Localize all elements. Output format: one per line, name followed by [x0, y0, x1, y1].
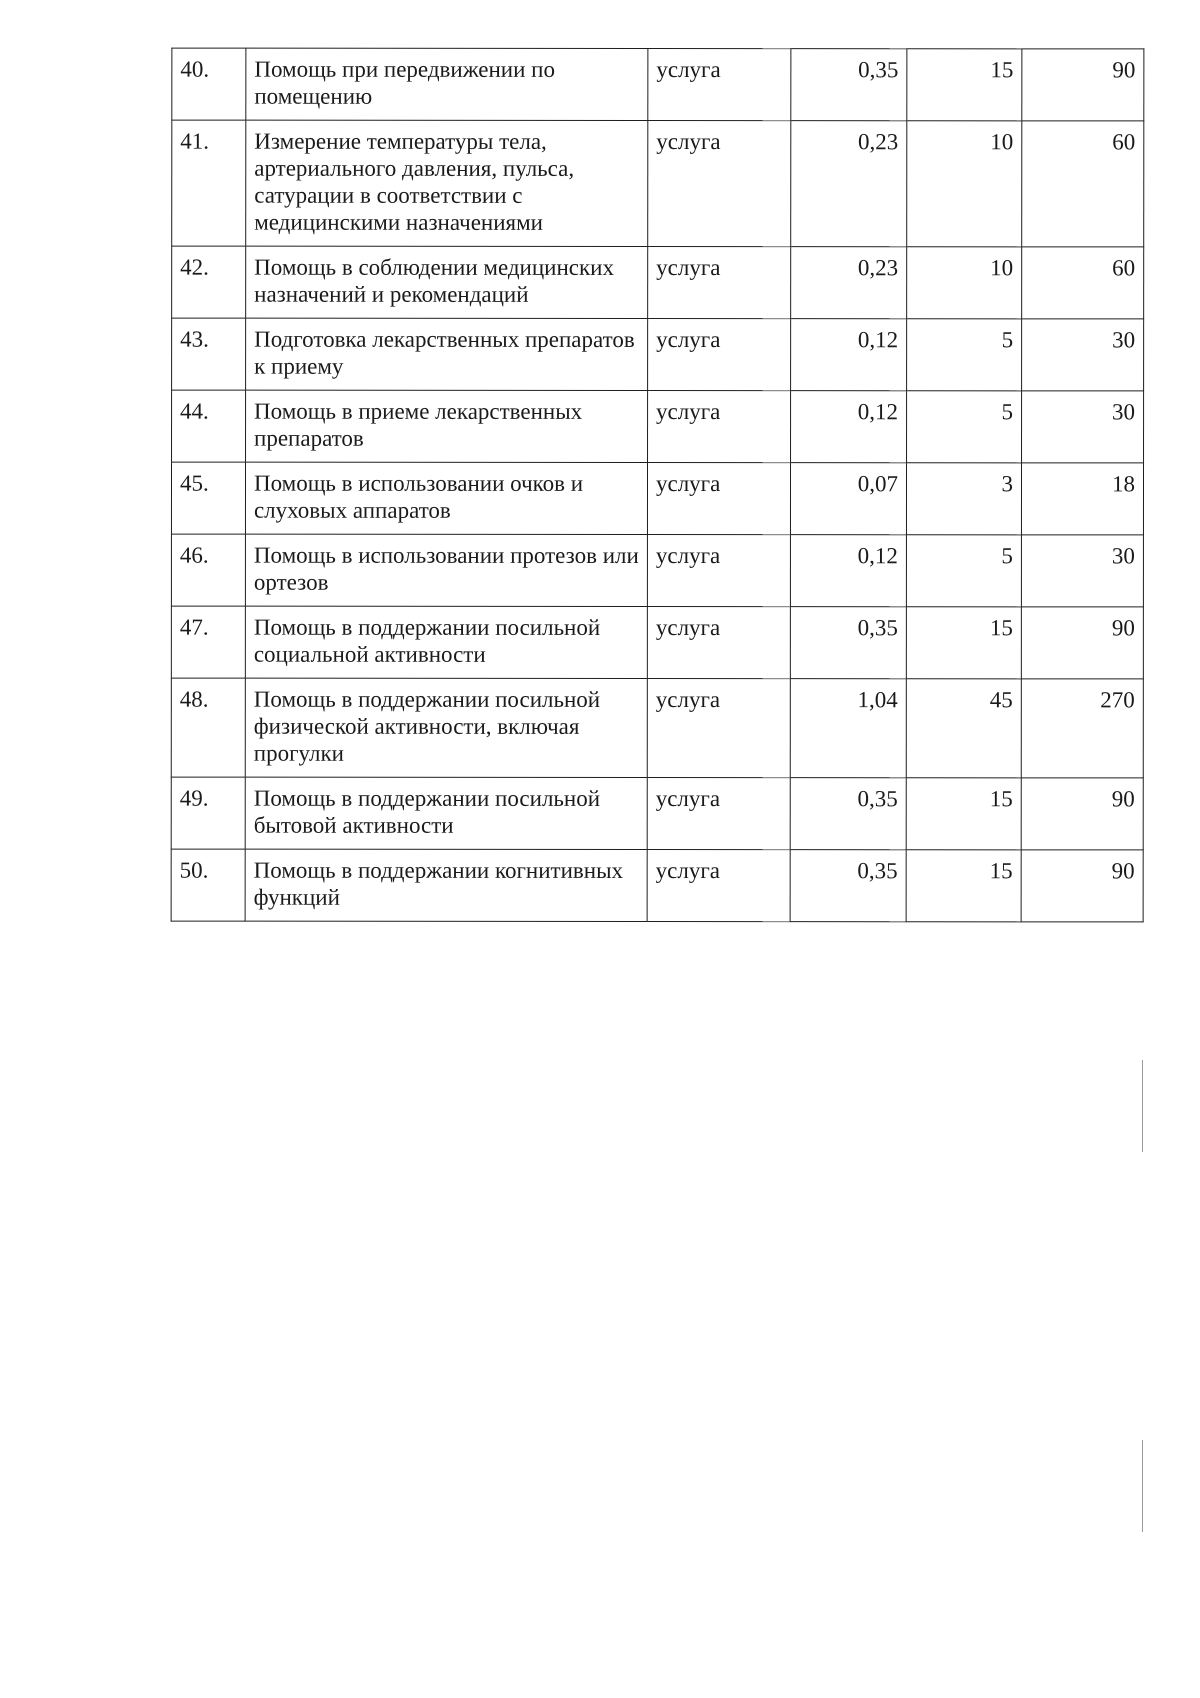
value-a: 1,04 [790, 679, 906, 778]
value-a: 0,35 [791, 49, 907, 121]
table-row [172, 390, 1144, 463]
unit-of-measure: услуга [648, 246, 791, 318]
value-a: 0,12 [791, 391, 907, 463]
value-a: 0,35 [790, 850, 906, 922]
table-row [171, 777, 1143, 850]
row-number: 43. [172, 318, 246, 390]
value-b: 15 [906, 778, 1021, 850]
value-c: 270 [1021, 679, 1143, 778]
table-row [171, 849, 1143, 922]
service-name: Измерение температуры тела, артериального давления, пульса, сатурации в соответствии с медицинскими назначениями [246, 120, 648, 246]
table-row [171, 462, 1143, 535]
unit-of-measure: услуга [647, 462, 790, 534]
value-c: 90 [1021, 850, 1143, 922]
unit-of-measure: услуга [647, 678, 790, 777]
table-row [171, 678, 1143, 778]
unit-of-measure: услуга [648, 120, 791, 246]
value-c: 30 [1022, 319, 1144, 391]
value-b: 10 [907, 247, 1022, 319]
value-c: 90 [1021, 607, 1143, 679]
value-a: 0,23 [791, 121, 907, 247]
row-number: 44. [172, 390, 246, 462]
services-table [171, 48, 1145, 923]
table-row [171, 606, 1143, 679]
value-b: 5 [906, 535, 1021, 607]
service-name: Помощь в поддержании посильной социальной активности [245, 606, 647, 678]
service-name: Помощь в поддержании посильной физической активности, включая прогулки [245, 678, 647, 777]
value-a: 0,35 [790, 607, 906, 679]
row-number: 45. [171, 462, 245, 534]
row-number: 49. [171, 777, 245, 849]
unit-of-measure: услуга [647, 777, 790, 849]
row-number: 48. [171, 678, 245, 777]
value-a: 0,23 [791, 247, 907, 319]
value-c: 60 [1022, 121, 1144, 247]
scan-artifact [1142, 1060, 1143, 1152]
service-name: Подготовка лекарственных препаратов к приему [246, 318, 648, 390]
value-b: 5 [907, 391, 1022, 463]
value-b: 15 [906, 607, 1021, 679]
service-name: Помощь в использовании протезов или ортезов [245, 534, 647, 606]
value-b: 45 [906, 679, 1021, 778]
service-name: Помощь в поддержании когнитивных функций [245, 849, 647, 921]
value-c: 90 [1022, 49, 1144, 121]
value-c: 60 [1022, 247, 1144, 319]
service-name: Помощь в соблюдении медицинских назначений и рекомендаций [246, 246, 648, 318]
row-number: 40. [172, 48, 246, 120]
value-b: 15 [907, 49, 1022, 121]
value-a: 0,35 [790, 778, 906, 850]
unit-of-measure: услуга [647, 849, 790, 921]
value-b: 10 [907, 121, 1022, 247]
value-b: 15 [906, 850, 1021, 922]
value-c: 18 [1021, 463, 1143, 535]
row-number: 47. [171, 606, 245, 678]
row-number: 46. [171, 534, 245, 606]
unit-of-measure: услуга [647, 606, 790, 678]
table-row [171, 534, 1143, 607]
value-a: 0,12 [790, 535, 906, 607]
unit-of-measure: услуга [648, 390, 791, 462]
row-number: 50. [171, 849, 245, 921]
table-row [172, 318, 1144, 391]
value-a: 0,07 [790, 463, 906, 535]
unit-of-measure: услуга [648, 318, 791, 390]
value-a: 0,12 [791, 319, 907, 391]
row-number: 41. [172, 120, 246, 246]
unit-of-measure: услуга [648, 48, 791, 120]
value-c: 90 [1021, 778, 1143, 850]
row-number: 42. [172, 246, 246, 318]
unit-of-measure: услуга [647, 534, 790, 606]
value-b: 5 [907, 319, 1022, 391]
table-row [172, 120, 1144, 247]
service-name: Помощь в поддержании посильной бытовой активности [245, 777, 647, 849]
table-row [172, 48, 1144, 121]
value-c: 30 [1021, 535, 1143, 607]
value-c: 30 [1022, 391, 1144, 463]
table-row [172, 246, 1144, 319]
scan-artifact [1142, 1440, 1143, 1532]
service-name: Помощь в приеме лекарственных препаратов [246, 390, 648, 462]
service-name: Помощь при передвижении по помещению [246, 48, 648, 120]
value-b: 3 [906, 463, 1021, 535]
service-name: Помощь в использовании очков и слуховых аппаратов [245, 462, 647, 534]
